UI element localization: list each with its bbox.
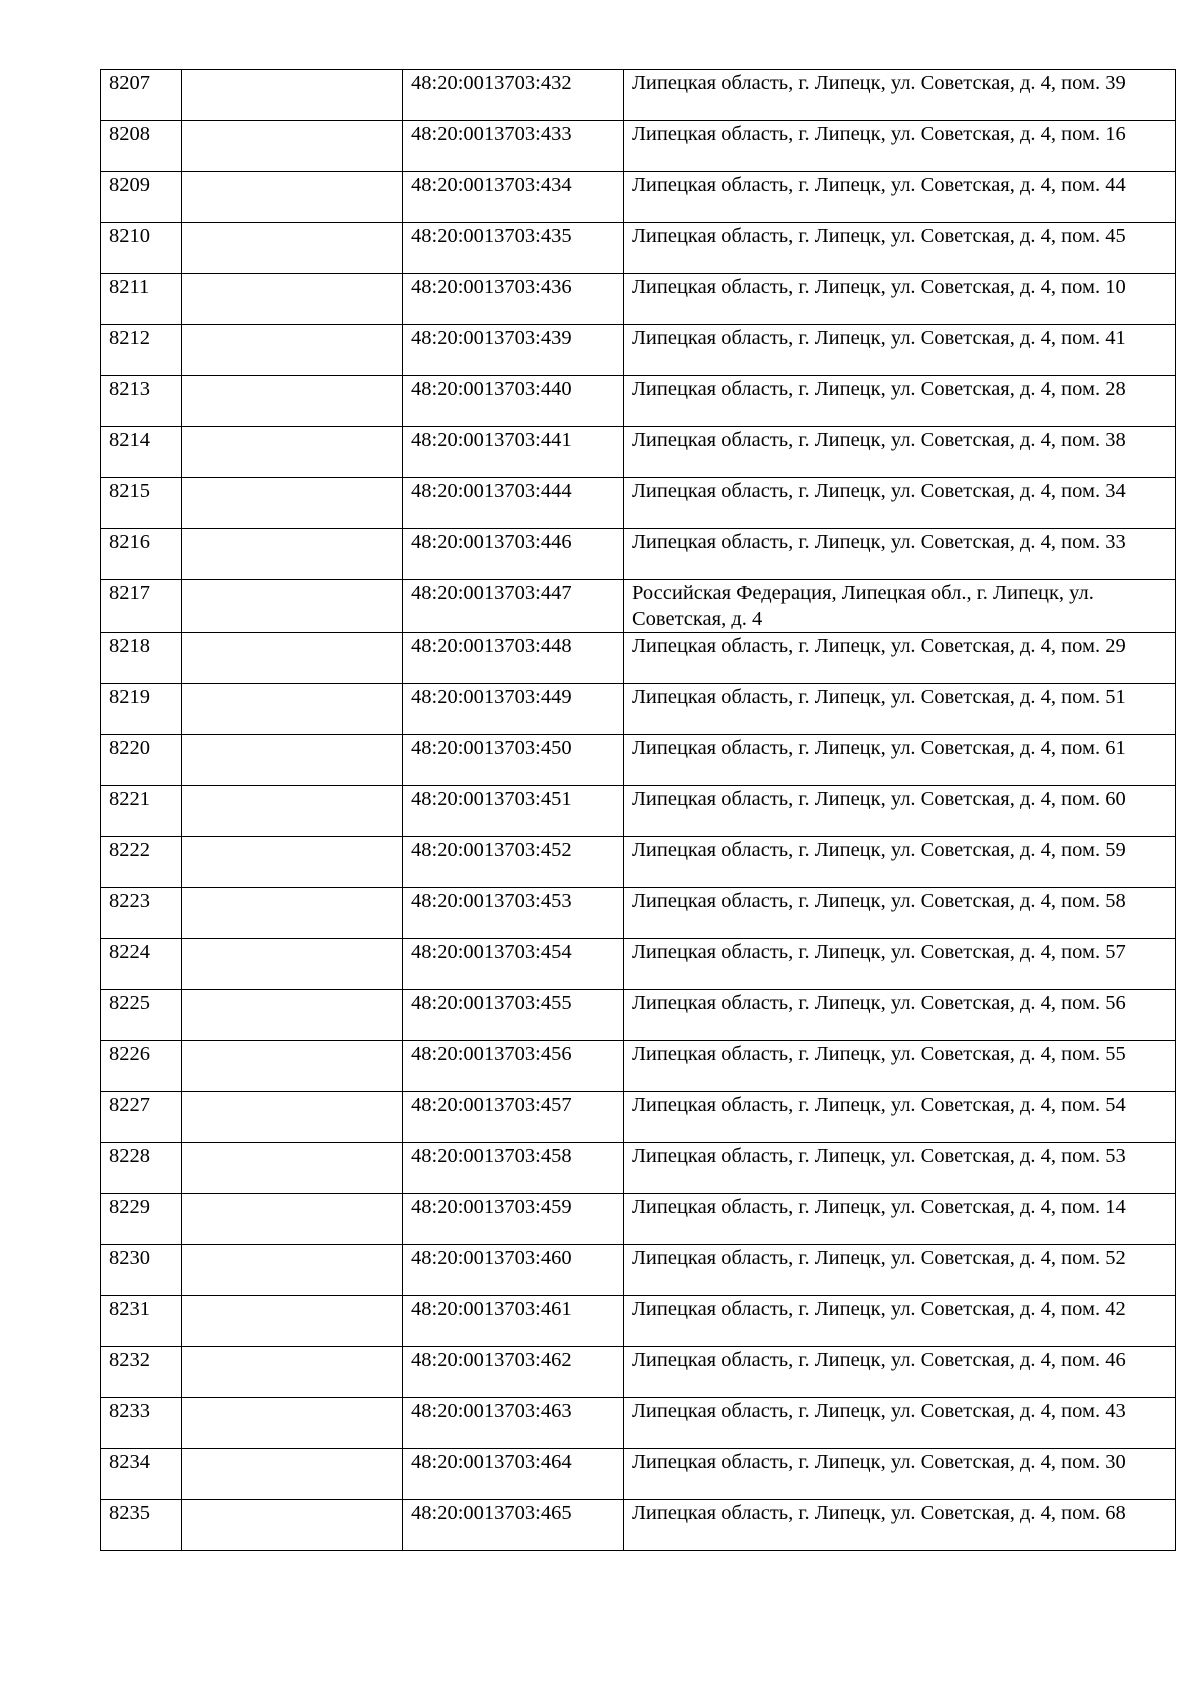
address-cell: Липецкая область, г. Липецк, ул. Советская, д. 4, пом. 59 bbox=[624, 837, 1176, 888]
empty-cell bbox=[182, 376, 403, 427]
cadastral-number-cell: 48:20:0013703:452 bbox=[403, 837, 624, 888]
address-cell: Липецкая область, г. Липецк, ул. Советская, д. 4, пом. 10 bbox=[624, 274, 1176, 325]
cadastral-number-cell: 48:20:0013703:459 bbox=[403, 1194, 624, 1245]
address-cell: Липецкая область, г. Липецк, ул. Советская, д. 4, пом. 34 bbox=[624, 478, 1176, 529]
row-number-cell: 8211 bbox=[101, 274, 182, 325]
row-number-cell: 8216 bbox=[101, 529, 182, 580]
empty-cell bbox=[182, 837, 403, 888]
cadastral-number-cell: 48:20:0013703:457 bbox=[403, 1092, 624, 1143]
empty-cell bbox=[182, 580, 403, 633]
table-row bbox=[101, 735, 1176, 786]
address-cell: Липецкая область, г. Липецк, ул. Советская, д. 4, пом. 46 bbox=[624, 1347, 1176, 1398]
address-cell: Липецкая область, г. Липецк, ул. Советская, д. 4, пом. 29 bbox=[624, 633, 1176, 684]
table-row bbox=[101, 223, 1176, 274]
address-cell: Липецкая область, г. Липецк, ул. Советская, д. 4, пом. 39 bbox=[624, 70, 1176, 121]
table-row bbox=[101, 580, 1176, 633]
row-number-cell: 8213 bbox=[101, 376, 182, 427]
address-cell: Липецкая область, г. Липецк, ул. Советская, д. 4, пом. 28 bbox=[624, 376, 1176, 427]
address-cell: Липецкая область, г. Липецк, ул. Советская, д. 4, пом. 60 bbox=[624, 786, 1176, 837]
cadastral-number-cell: 48:20:0013703:455 bbox=[403, 990, 624, 1041]
cadastral-number-cell: 48:20:0013703:448 bbox=[403, 633, 624, 684]
empty-cell bbox=[182, 684, 403, 735]
table-row bbox=[101, 1041, 1176, 1092]
empty-cell bbox=[182, 172, 403, 223]
row-number-cell: 8214 bbox=[101, 427, 182, 478]
cadastral-number-cell: 48:20:0013703:441 bbox=[403, 427, 624, 478]
row-number-cell: 8223 bbox=[101, 888, 182, 939]
row-number-cell: 8234 bbox=[101, 1449, 182, 1500]
cadastral-number-cell: 48:20:0013703:444 bbox=[403, 478, 624, 529]
address-cell: Липецкая область, г. Липецк, ул. Советская, д. 4, пом. 30 bbox=[624, 1449, 1176, 1500]
property-registry-table bbox=[100, 69, 1176, 1551]
address-cell: Липецкая область, г. Липецк, ул. Советская, д. 4, пом. 52 bbox=[624, 1245, 1176, 1296]
row-number-cell: 8233 bbox=[101, 1398, 182, 1449]
address-cell: Липецкая область, г. Липецк, ул. Советская, д. 4, пом. 44 bbox=[624, 172, 1176, 223]
cadastral-number-cell: 48:20:0013703:435 bbox=[403, 223, 624, 274]
cadastral-number-cell: 48:20:0013703:447 bbox=[403, 580, 624, 633]
address-cell: Липецкая область, г. Липецк, ул. Советская, д. 4, пом. 33 bbox=[624, 529, 1176, 580]
address-cell: Липецкая область, г. Липецк, ул. Советская, д. 4, пом. 42 bbox=[624, 1296, 1176, 1347]
empty-cell bbox=[182, 1398, 403, 1449]
table-row bbox=[101, 1143, 1176, 1194]
address-cell: Липецкая область, г. Липецк, ул. Советская, д. 4, пом. 51 bbox=[624, 684, 1176, 735]
row-number-cell: 8218 bbox=[101, 633, 182, 684]
row-number-cell: 8210 bbox=[101, 223, 182, 274]
table-row bbox=[101, 274, 1176, 325]
empty-cell bbox=[182, 1194, 403, 1245]
table-row bbox=[101, 786, 1176, 837]
table-row bbox=[101, 837, 1176, 888]
table-row bbox=[101, 70, 1176, 121]
cadastral-number-cell: 48:20:0013703:454 bbox=[403, 939, 624, 990]
cadastral-number-cell: 48:20:0013703:450 bbox=[403, 735, 624, 786]
address-cell: Российская Федерация, Липецкая обл., г. Липецк, ул. Советская, д. 4 bbox=[624, 580, 1176, 633]
address-cell: Липецкая область, г. Липецк, ул. Советская, д. 4, пом. 43 bbox=[624, 1398, 1176, 1449]
row-number-cell: 8222 bbox=[101, 837, 182, 888]
row-number-cell: 8232 bbox=[101, 1347, 182, 1398]
table-row bbox=[101, 888, 1176, 939]
address-cell: Липецкая область, г. Липецк, ул. Советская, д. 4, пом. 56 bbox=[624, 990, 1176, 1041]
empty-cell bbox=[182, 427, 403, 478]
address-cell: Липецкая область, г. Липецк, ул. Советская, д. 4, пом. 54 bbox=[624, 1092, 1176, 1143]
table-row bbox=[101, 633, 1176, 684]
cadastral-number-cell: 48:20:0013703:461 bbox=[403, 1296, 624, 1347]
empty-cell bbox=[182, 939, 403, 990]
cadastral-number-cell: 48:20:0013703:440 bbox=[403, 376, 624, 427]
table-row bbox=[101, 478, 1176, 529]
cadastral-number-cell: 48:20:0013703:446 bbox=[403, 529, 624, 580]
address-cell: Липецкая область, г. Липецк, ул. Советская, д. 4, пом. 68 bbox=[624, 1500, 1176, 1551]
row-number-cell: 8235 bbox=[101, 1500, 182, 1551]
cadastral-number-cell: 48:20:0013703:453 bbox=[403, 888, 624, 939]
row-number-cell: 8227 bbox=[101, 1092, 182, 1143]
table-row bbox=[101, 427, 1176, 478]
cadastral-number-cell: 48:20:0013703:465 bbox=[403, 1500, 624, 1551]
row-number-cell: 8208 bbox=[101, 121, 182, 172]
empty-cell bbox=[182, 633, 403, 684]
empty-cell bbox=[182, 1143, 403, 1194]
table-row bbox=[101, 1245, 1176, 1296]
table-row bbox=[101, 684, 1176, 735]
row-number-cell: 8225 bbox=[101, 990, 182, 1041]
row-number-cell: 8207 bbox=[101, 70, 182, 121]
table-body bbox=[101, 70, 1176, 1551]
table-row bbox=[101, 121, 1176, 172]
empty-cell bbox=[182, 1092, 403, 1143]
empty-cell bbox=[182, 1041, 403, 1092]
document-page bbox=[100, 69, 1175, 1551]
empty-cell bbox=[182, 478, 403, 529]
address-cell: Липецкая область, г. Липецк, ул. Советская, д. 4, пом. 55 bbox=[624, 1041, 1176, 1092]
cadastral-number-cell: 48:20:0013703:434 bbox=[403, 172, 624, 223]
table-row bbox=[101, 1398, 1176, 1449]
empty-cell bbox=[182, 735, 403, 786]
row-number-cell: 8217 bbox=[101, 580, 182, 633]
empty-cell bbox=[182, 223, 403, 274]
table-row bbox=[101, 1194, 1176, 1245]
address-cell: Липецкая область, г. Липецк, ул. Советская, д. 4, пом. 61 bbox=[624, 735, 1176, 786]
row-number-cell: 8224 bbox=[101, 939, 182, 990]
row-number-cell: 8230 bbox=[101, 1245, 182, 1296]
empty-cell bbox=[182, 121, 403, 172]
empty-cell bbox=[182, 70, 403, 121]
address-cell: Липецкая область, г. Липецк, ул. Советская, д. 4, пом. 16 bbox=[624, 121, 1176, 172]
table-row bbox=[101, 1347, 1176, 1398]
table-row bbox=[101, 529, 1176, 580]
row-number-cell: 8229 bbox=[101, 1194, 182, 1245]
row-number-cell: 8221 bbox=[101, 786, 182, 837]
cadastral-number-cell: 48:20:0013703:464 bbox=[403, 1449, 624, 1500]
cadastral-number-cell: 48:20:0013703:458 bbox=[403, 1143, 624, 1194]
empty-cell bbox=[182, 274, 403, 325]
cadastral-number-cell: 48:20:0013703:433 bbox=[403, 121, 624, 172]
table-row bbox=[101, 939, 1176, 990]
cadastral-number-cell: 48:20:0013703:456 bbox=[403, 1041, 624, 1092]
row-number-cell: 8219 bbox=[101, 684, 182, 735]
row-number-cell: 8231 bbox=[101, 1296, 182, 1347]
empty-cell bbox=[182, 1347, 403, 1398]
cadastral-number-cell: 48:20:0013703:449 bbox=[403, 684, 624, 735]
empty-cell bbox=[182, 1245, 403, 1296]
row-number-cell: 8228 bbox=[101, 1143, 182, 1194]
cadastral-number-cell: 48:20:0013703:436 bbox=[403, 274, 624, 325]
cadastral-number-cell: 48:20:0013703:439 bbox=[403, 325, 624, 376]
address-cell: Липецкая область, г. Липецк, ул. Советская, д. 4, пом. 57 bbox=[624, 939, 1176, 990]
address-cell: Липецкая область, г. Липецк, ул. Советская, д. 4, пом. 41 bbox=[624, 325, 1176, 376]
row-number-cell: 8220 bbox=[101, 735, 182, 786]
empty-cell bbox=[182, 888, 403, 939]
row-number-cell: 8209 bbox=[101, 172, 182, 223]
table-row bbox=[101, 1500, 1176, 1551]
address-cell: Липецкая область, г. Липецк, ул. Советская, д. 4, пом. 14 bbox=[624, 1194, 1176, 1245]
empty-cell bbox=[182, 1449, 403, 1500]
empty-cell bbox=[182, 1500, 403, 1551]
table-row bbox=[101, 1449, 1176, 1500]
table-row bbox=[101, 990, 1176, 1041]
address-cell: Липецкая область, г. Липецк, ул. Советская, д. 4, пом. 38 bbox=[624, 427, 1176, 478]
table-row bbox=[101, 1296, 1176, 1347]
empty-cell bbox=[182, 325, 403, 376]
cadastral-number-cell: 48:20:0013703:451 bbox=[403, 786, 624, 837]
table-row bbox=[101, 172, 1176, 223]
address-cell: Липецкая область, г. Липецк, ул. Советская, д. 4, пом. 58 bbox=[624, 888, 1176, 939]
cadastral-number-cell: 48:20:0013703:462 bbox=[403, 1347, 624, 1398]
table-row bbox=[101, 1092, 1176, 1143]
row-number-cell: 8215 bbox=[101, 478, 182, 529]
cadastral-number-cell: 48:20:0013703:463 bbox=[403, 1398, 624, 1449]
cadastral-number-cell: 48:20:0013703:460 bbox=[403, 1245, 624, 1296]
empty-cell bbox=[182, 786, 403, 837]
empty-cell bbox=[182, 1296, 403, 1347]
empty-cell bbox=[182, 529, 403, 580]
row-number-cell: 8226 bbox=[101, 1041, 182, 1092]
table-row bbox=[101, 325, 1176, 376]
address-cell: Липецкая область, г. Липецк, ул. Советская, д. 4, пом. 53 bbox=[624, 1143, 1176, 1194]
row-number-cell: 8212 bbox=[101, 325, 182, 376]
empty-cell bbox=[182, 990, 403, 1041]
address-cell: Липецкая область, г. Липецк, ул. Советская, д. 4, пом. 45 bbox=[624, 223, 1176, 274]
cadastral-number-cell: 48:20:0013703:432 bbox=[403, 70, 624, 121]
table-row bbox=[101, 376, 1176, 427]
